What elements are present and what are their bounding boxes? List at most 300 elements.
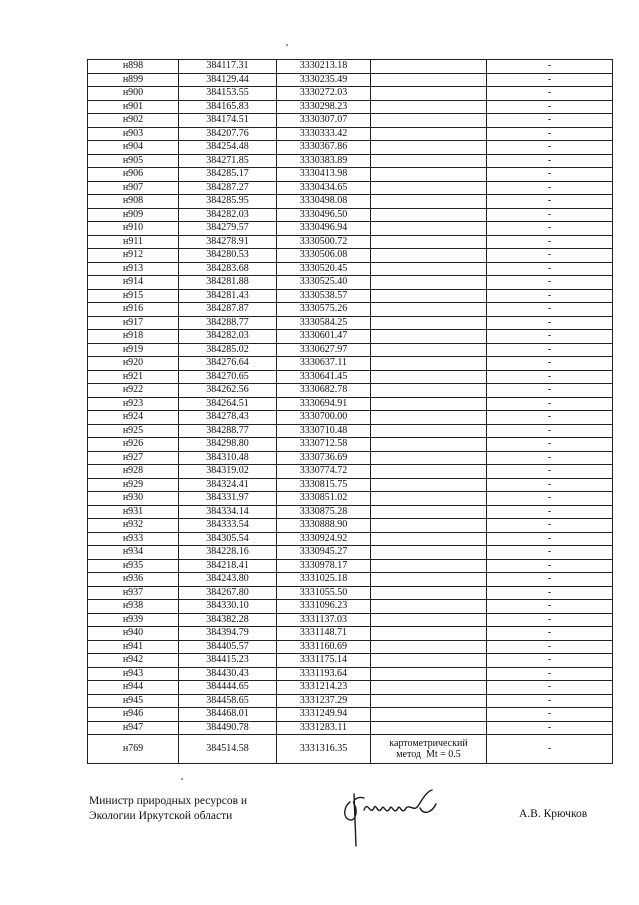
x-coordinate-cell: 384468.01	[179, 708, 277, 722]
point-id-cell: н918	[88, 330, 179, 344]
table-row	[88, 114, 613, 128]
y-coordinate-cell: 3331025.18	[277, 573, 371, 587]
y-coordinate-cell: 3330774.72	[277, 465, 371, 479]
method-cell	[371, 519, 487, 533]
mark-cell: -	[487, 370, 613, 384]
mark-cell: -	[487, 546, 613, 560]
point-id-cell: н905	[88, 154, 179, 168]
x-coordinate-cell: 384285.02	[179, 343, 277, 357]
y-coordinate-cell: 3330575.26	[277, 303, 371, 317]
y-coordinate-cell: 3330434.65	[277, 181, 371, 195]
table-row	[88, 451, 613, 465]
mark-cell: -	[487, 465, 613, 479]
table-row	[88, 73, 613, 87]
y-coordinate-cell: 3330627.97	[277, 343, 371, 357]
method-cell	[371, 397, 487, 411]
coordinates-table-body	[88, 60, 613, 735]
table-row	[88, 181, 613, 195]
table-row	[88, 505, 613, 519]
x-coordinate-cell: 384415.23	[179, 654, 277, 668]
x-coordinate-cell: 384254.48	[179, 141, 277, 155]
x-coordinate-cell: 384283.68	[179, 262, 277, 276]
point-id-cell: н909	[88, 208, 179, 222]
point-id-cell: н926	[88, 438, 179, 452]
table-row	[88, 613, 613, 627]
point-id-cell: н943	[88, 667, 179, 681]
method-cell	[371, 451, 487, 465]
y-coordinate-cell: 3331137.03	[277, 613, 371, 627]
point-id-cell: н924	[88, 411, 179, 425]
table-row	[88, 397, 613, 411]
x-coordinate-cell: 384444.65	[179, 681, 277, 695]
mark-cell: -	[487, 492, 613, 506]
point-id-cell: н925	[88, 424, 179, 438]
y-coordinate-cell: 3330496.94	[277, 222, 371, 236]
y-coordinate-cell: 3330538.57	[277, 289, 371, 303]
table-row	[88, 195, 613, 209]
table-row	[88, 100, 613, 114]
method-cell	[371, 154, 487, 168]
point-id-cell: н904	[88, 141, 179, 155]
y-coordinate-cell: 3330525.40	[277, 276, 371, 290]
point-id-cell: н928	[88, 465, 179, 479]
mark-cell: -	[487, 73, 613, 87]
x-coordinate-cell: 384218.41	[179, 559, 277, 573]
table-row	[88, 87, 613, 101]
method-cell	[371, 127, 487, 141]
table-row	[88, 654, 613, 668]
x-coordinate-cell: 384305.54	[179, 532, 277, 546]
method-cell	[371, 735, 487, 764]
scan-speck	[181, 778, 183, 780]
table-row	[88, 465, 613, 479]
x-coordinate-cell: 384207.76	[179, 127, 277, 141]
y-coordinate-cell: 3330584.25	[277, 316, 371, 330]
table-row	[88, 559, 613, 573]
mark-cell: -	[487, 100, 613, 114]
point-id-cell: н900	[88, 87, 179, 101]
method-line-1: картометрический	[389, 737, 468, 749]
table-row	[88, 600, 613, 614]
table-row	[88, 519, 613, 533]
method-cell	[371, 681, 487, 695]
mark-cell: -	[487, 708, 613, 722]
x-coordinate-cell: 384129.44	[179, 73, 277, 87]
x-coordinate-cell: 384165.83	[179, 100, 277, 114]
method-cell	[371, 708, 487, 722]
table-row	[88, 370, 613, 384]
table-row	[88, 127, 613, 141]
x-coordinate-cell: 384278.91	[179, 235, 277, 249]
point-id-cell: н929	[88, 478, 179, 492]
table-row	[88, 262, 613, 276]
table-row	[88, 60, 613, 74]
point-id-cell: н927	[88, 451, 179, 465]
x-coordinate-cell: 384333.54	[179, 519, 277, 533]
mark-cell: -	[487, 424, 613, 438]
point-id-cell: н911	[88, 235, 179, 249]
point-id-cell: н932	[88, 519, 179, 533]
y-coordinate-cell: 3331237.29	[277, 694, 371, 708]
table-row-last	[88, 735, 613, 764]
mark-cell: -	[487, 262, 613, 276]
y-coordinate-cell: 3330383.89	[277, 154, 371, 168]
point-id-cell: н933	[88, 532, 179, 546]
mark-cell: -	[487, 478, 613, 492]
method-cell	[371, 181, 487, 195]
method-cell	[371, 573, 487, 587]
x-coordinate-cell: 384282.03	[179, 330, 277, 344]
y-coordinate-cell: 3330694.91	[277, 397, 371, 411]
mark-cell: -	[487, 600, 613, 614]
point-id-cell: н934	[88, 546, 179, 560]
mark-cell: -	[487, 613, 613, 627]
x-coordinate-cell: 384264.51	[179, 397, 277, 411]
method-cell	[371, 411, 487, 425]
x-coordinate-cell: 384267.80	[179, 586, 277, 600]
x-coordinate-cell: 384288.77	[179, 424, 277, 438]
mark-cell: -	[487, 168, 613, 182]
method-cell	[371, 586, 487, 600]
table-row	[88, 478, 613, 492]
signatory-position	[89, 794, 247, 824]
y-coordinate-cell: 3330506.08	[277, 249, 371, 263]
table-row	[88, 222, 613, 236]
point-id-cell: н901	[88, 100, 179, 114]
mark-cell: -	[487, 694, 613, 708]
method-cell	[371, 60, 487, 74]
point-id-cell: н922	[88, 384, 179, 398]
y-coordinate-cell: 3330601.47	[277, 330, 371, 344]
x-coordinate-cell: 384270.65	[179, 370, 277, 384]
y-coordinate-cell: 3330413.98	[277, 168, 371, 182]
y-coordinate-cell: 3330924.92	[277, 532, 371, 546]
table-row	[88, 721, 613, 735]
point-id-cell: н945	[88, 694, 179, 708]
mark-cell: -	[487, 222, 613, 236]
method-cell	[371, 546, 487, 560]
position-line-2: Экологии Иркутской области	[89, 809, 233, 822]
mark-cell: -	[487, 289, 613, 303]
y-coordinate-cell: 3331316.35	[277, 735, 371, 764]
mark-cell: -	[487, 411, 613, 425]
method-cell	[371, 357, 487, 371]
mark-cell: -	[487, 249, 613, 263]
handwritten-signature	[336, 786, 446, 850]
y-coordinate-cell: 3330978.17	[277, 559, 371, 573]
method-cell	[371, 262, 487, 276]
method-cell	[371, 195, 487, 209]
point-id-cell: н907	[88, 181, 179, 195]
mark-cell: -	[487, 627, 613, 641]
y-coordinate-cell: 3330496.50	[277, 208, 371, 222]
mark-cell: -	[487, 60, 613, 74]
point-id-cell: н921	[88, 370, 179, 384]
table-row	[88, 411, 613, 425]
x-coordinate-cell: 384319.02	[179, 465, 277, 479]
method-cell	[371, 505, 487, 519]
x-coordinate-cell: 384490.78	[179, 721, 277, 735]
table-row	[88, 586, 613, 600]
point-id-cell: н920	[88, 357, 179, 371]
method-cell	[371, 721, 487, 735]
x-coordinate-cell: 384382.28	[179, 613, 277, 627]
scan-speck	[286, 44, 288, 46]
method-cell	[371, 141, 487, 155]
point-id-cell: н769	[88, 735, 179, 764]
mark-cell: -	[487, 384, 613, 398]
y-coordinate-cell: 3331193.64	[277, 667, 371, 681]
method-cell	[371, 235, 487, 249]
table-row	[88, 330, 613, 344]
mark-cell: -	[487, 235, 613, 249]
point-id-cell: н939	[88, 613, 179, 627]
method-cell	[371, 208, 487, 222]
y-coordinate-cell: 3330682.78	[277, 384, 371, 398]
x-coordinate-cell: 384331.97	[179, 492, 277, 506]
mark-cell: -	[487, 127, 613, 141]
mark-cell: -	[487, 681, 613, 695]
y-coordinate-cell: 3330500.72	[277, 235, 371, 249]
y-coordinate-cell: 3331283.11	[277, 721, 371, 735]
point-id-cell: н903	[88, 127, 179, 141]
y-coordinate-cell: 3330888.90	[277, 519, 371, 533]
y-coordinate-cell: 3330875.28	[277, 505, 371, 519]
y-coordinate-cell: 3330710.48	[277, 424, 371, 438]
y-coordinate-cell: 3330520.45	[277, 262, 371, 276]
y-coordinate-cell: 3330307.07	[277, 114, 371, 128]
table-row	[88, 546, 613, 560]
table-row	[88, 357, 613, 371]
mark-cell: -	[487, 141, 613, 155]
method-cell	[371, 478, 487, 492]
y-coordinate-cell: 3330213.18	[277, 60, 371, 74]
x-coordinate-cell: 384228.16	[179, 546, 277, 560]
mark-cell: -	[487, 735, 613, 764]
x-coordinate-cell: 384514.58	[179, 735, 277, 764]
mark-cell: -	[487, 195, 613, 209]
x-coordinate-cell: 384282.03	[179, 208, 277, 222]
table-row	[88, 532, 613, 546]
mark-cell: -	[487, 343, 613, 357]
mark-cell: -	[487, 586, 613, 600]
table-row	[88, 289, 613, 303]
y-coordinate-cell: 3331148.71	[277, 627, 371, 641]
table-row	[88, 384, 613, 398]
point-id-cell: н946	[88, 708, 179, 722]
point-id-cell: н947	[88, 721, 179, 735]
mark-cell: -	[487, 208, 613, 222]
table-row	[88, 235, 613, 249]
table-row	[88, 424, 613, 438]
y-coordinate-cell: 3330700.00	[277, 411, 371, 425]
method-cell	[371, 559, 487, 573]
y-coordinate-cell: 3330272.03	[277, 87, 371, 101]
mark-cell: -	[487, 330, 613, 344]
method-cell	[371, 465, 487, 479]
method-cell	[371, 532, 487, 546]
x-coordinate-cell: 384281.43	[179, 289, 277, 303]
y-coordinate-cell: 3330815.75	[277, 478, 371, 492]
signatory-name: А.В. Крючков	[519, 808, 588, 820]
y-coordinate-cell: 3330367.86	[277, 141, 371, 155]
mark-cell: -	[487, 654, 613, 668]
coordinates-table	[87, 59, 613, 764]
point-id-cell: н940	[88, 627, 179, 641]
table-row	[88, 276, 613, 290]
y-coordinate-cell: 3330736.69	[277, 451, 371, 465]
y-coordinate-cell: 3331175.14	[277, 654, 371, 668]
x-coordinate-cell: 384458.65	[179, 694, 277, 708]
method-cell	[371, 303, 487, 317]
table-row	[88, 154, 613, 168]
x-coordinate-cell: 384285.17	[179, 168, 277, 182]
mark-cell: -	[487, 357, 613, 371]
point-id-cell: н899	[88, 73, 179, 87]
mark-cell: -	[487, 451, 613, 465]
mark-cell: -	[487, 519, 613, 533]
point-id-cell: н938	[88, 600, 179, 614]
method-cell	[371, 316, 487, 330]
method-cell	[371, 87, 487, 101]
point-id-cell: н912	[88, 249, 179, 263]
y-coordinate-cell: 3330945.27	[277, 546, 371, 560]
point-id-cell: н944	[88, 681, 179, 695]
y-coordinate-cell: 3330712.58	[277, 438, 371, 452]
x-coordinate-cell: 384298.80	[179, 438, 277, 452]
x-coordinate-cell: 384243.80	[179, 573, 277, 587]
point-id-cell: н931	[88, 505, 179, 519]
point-id-cell: н910	[88, 222, 179, 236]
mark-cell: -	[487, 114, 613, 128]
x-coordinate-cell: 384153.55	[179, 87, 277, 101]
y-coordinate-cell: 3330298.23	[277, 100, 371, 114]
point-id-cell: н902	[88, 114, 179, 128]
method-cell	[371, 384, 487, 398]
x-coordinate-cell: 384324.41	[179, 478, 277, 492]
mark-cell: -	[487, 87, 613, 101]
x-coordinate-cell: 384394.79	[179, 627, 277, 641]
method-cell	[371, 694, 487, 708]
x-coordinate-cell: 384310.48	[179, 451, 277, 465]
x-coordinate-cell: 384287.27	[179, 181, 277, 195]
y-coordinate-cell: 3330498.08	[277, 195, 371, 209]
method-cell	[371, 289, 487, 303]
table-row	[88, 492, 613, 506]
x-coordinate-cell: 384278.43	[179, 411, 277, 425]
mark-cell: -	[487, 532, 613, 546]
method-cell	[371, 343, 487, 357]
table-row	[88, 573, 613, 587]
x-coordinate-cell: 384330.10	[179, 600, 277, 614]
x-coordinate-cell: 384174.51	[179, 114, 277, 128]
x-coordinate-cell: 384281.88	[179, 276, 277, 290]
method-cell	[371, 330, 487, 344]
point-id-cell: н917	[88, 316, 179, 330]
table-row	[88, 640, 613, 654]
method-cell	[371, 370, 487, 384]
mark-cell: -	[487, 721, 613, 735]
table-row	[88, 343, 613, 357]
y-coordinate-cell: 3331249.94	[277, 708, 371, 722]
method-cell	[371, 114, 487, 128]
x-coordinate-cell: 384405.57	[179, 640, 277, 654]
point-id-cell: н936	[88, 573, 179, 587]
y-coordinate-cell: 3330333.42	[277, 127, 371, 141]
table-row	[88, 681, 613, 695]
point-id-cell: н906	[88, 168, 179, 182]
table-row	[88, 694, 613, 708]
y-coordinate-cell: 3331214.23	[277, 681, 371, 695]
x-coordinate-cell: 384271.85	[179, 154, 277, 168]
method-cell	[371, 249, 487, 263]
mark-cell: -	[487, 559, 613, 573]
method-cell	[371, 667, 487, 681]
y-coordinate-cell: 3330637.11	[277, 357, 371, 371]
y-coordinate-cell: 3331055.50	[277, 586, 371, 600]
mark-cell: -	[487, 438, 613, 452]
mark-cell: -	[487, 303, 613, 317]
point-id-cell: н942	[88, 654, 179, 668]
table-row	[88, 438, 613, 452]
y-coordinate-cell: 3330235.49	[277, 73, 371, 87]
y-coordinate-cell: 3331096.23	[277, 600, 371, 614]
method-cell	[371, 600, 487, 614]
position-line-1: Министр природных ресурсов и	[89, 795, 248, 807]
point-id-cell: н937	[88, 586, 179, 600]
method-line-2: метод Mt = 0.5	[396, 749, 461, 760]
point-id-cell: н916	[88, 303, 179, 317]
method-cell	[371, 100, 487, 114]
point-id-cell: н919	[88, 343, 179, 357]
method-cell	[371, 424, 487, 438]
point-id-cell: н915	[88, 289, 179, 303]
mark-cell: -	[487, 276, 613, 290]
x-coordinate-cell: 384276.64	[179, 357, 277, 371]
table-row	[88, 627, 613, 641]
method-cell	[371, 222, 487, 236]
method-cell	[371, 613, 487, 627]
point-id-cell: н913	[88, 262, 179, 276]
x-coordinate-cell: 384262.56	[179, 384, 277, 398]
method-cell	[371, 168, 487, 182]
x-coordinate-cell: 384117.31	[179, 60, 277, 74]
mark-cell: -	[487, 316, 613, 330]
mark-cell: -	[487, 154, 613, 168]
table-row	[88, 667, 613, 681]
x-coordinate-cell: 384287.87	[179, 303, 277, 317]
point-id-cell: н935	[88, 559, 179, 573]
mark-cell: -	[487, 640, 613, 654]
method-cell	[371, 654, 487, 668]
y-coordinate-cell: 3330641.45	[277, 370, 371, 384]
method-cell	[371, 73, 487, 87]
y-coordinate-cell: 3330851.02	[277, 492, 371, 506]
table-row	[88, 208, 613, 222]
table-row	[88, 168, 613, 182]
point-id-cell: н923	[88, 397, 179, 411]
x-coordinate-cell: 384430.43	[179, 667, 277, 681]
mark-cell: -	[487, 397, 613, 411]
table-row	[88, 316, 613, 330]
mark-cell: -	[487, 181, 613, 195]
x-coordinate-cell: 384334.14	[179, 505, 277, 519]
mark-cell: -	[487, 667, 613, 681]
x-coordinate-cell: 384288.77	[179, 316, 277, 330]
point-id-cell: н930	[88, 492, 179, 506]
method-cell	[371, 276, 487, 290]
method-cell	[371, 438, 487, 452]
